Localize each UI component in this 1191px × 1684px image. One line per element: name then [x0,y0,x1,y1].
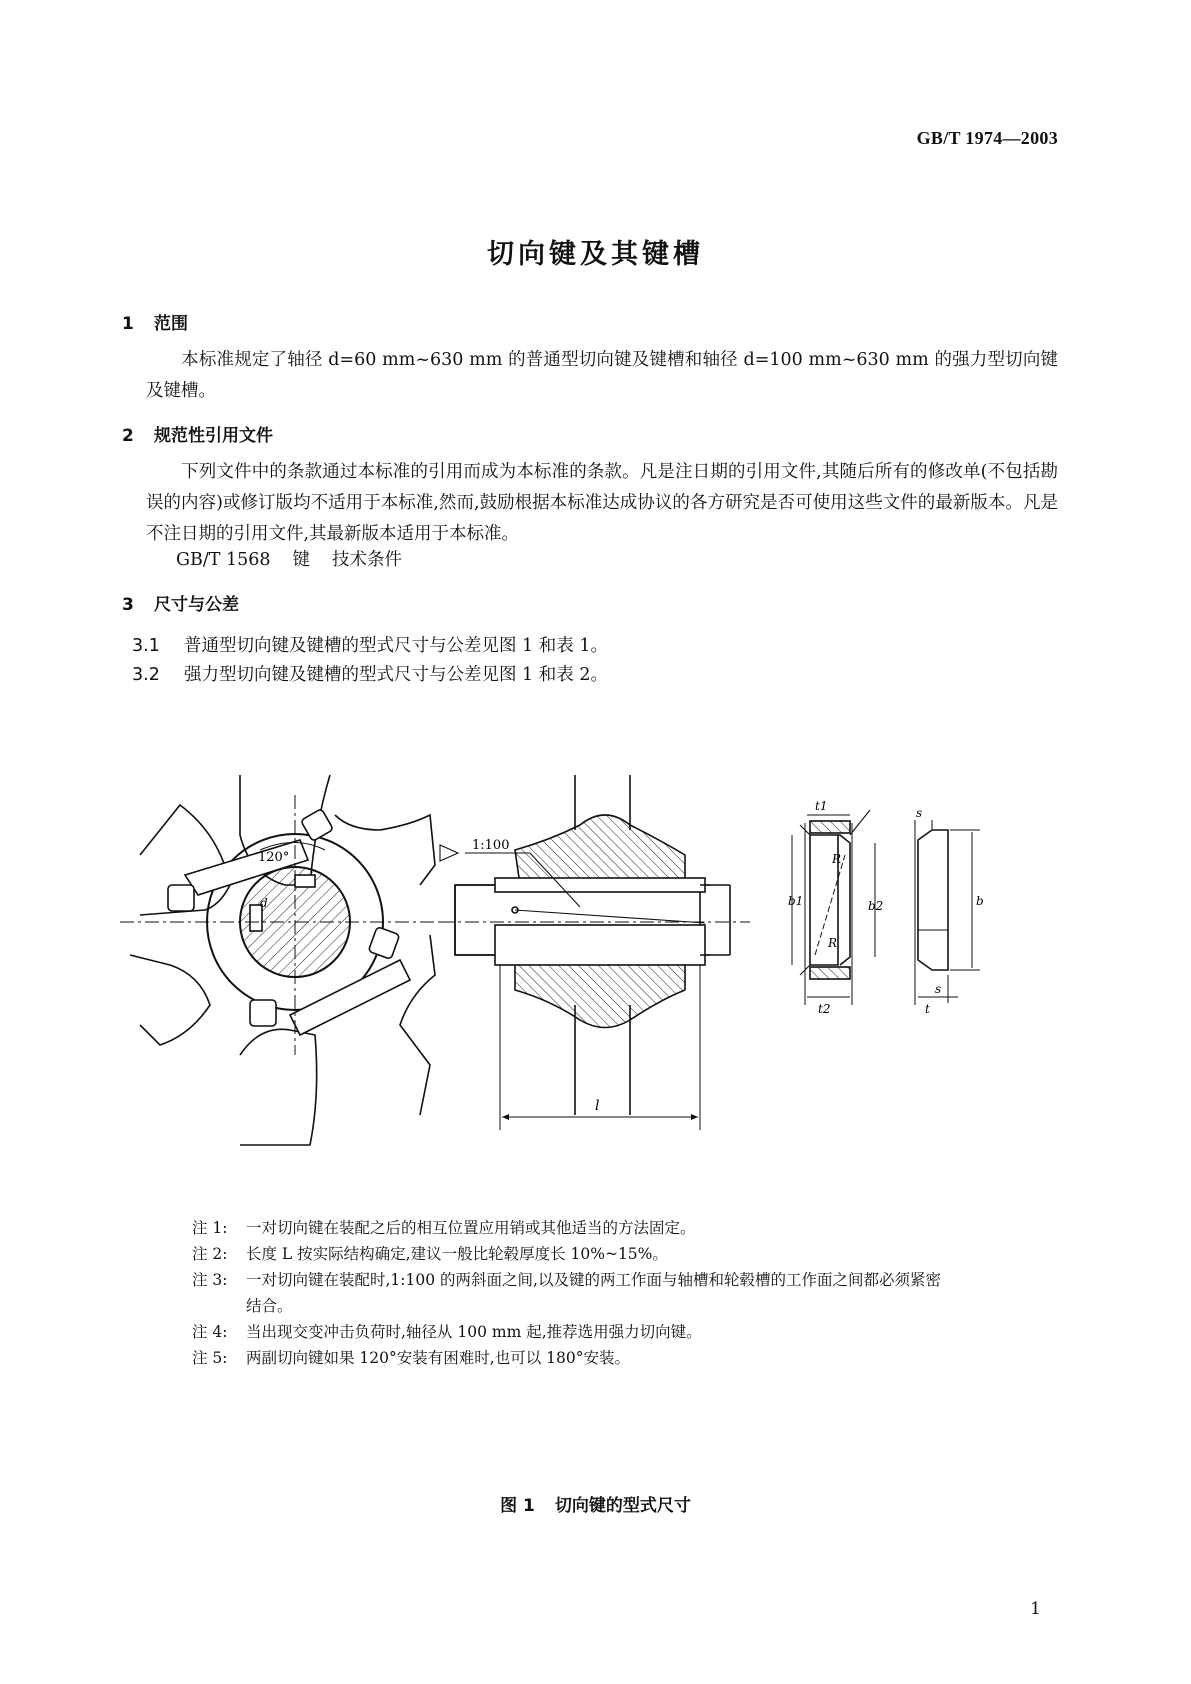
keyway-view [792,810,875,1005]
note-label: 注 2: [192,1245,228,1263]
standard-code: GB/T 1974—2003 [916,128,1058,148]
taper-label: 1:100 [472,838,510,853]
figure-caption [0,1491,1191,1516]
b1-label: b1 [788,894,804,908]
key-profile-view [915,820,980,1005]
clause-3-1 [132,632,608,657]
note-1 [192,1216,1062,1241]
note-label: 注 4: [192,1323,228,1341]
note-5 [192,1346,1062,1371]
hub-arm-bottom [240,1029,317,1145]
hub-arm-left-bottom [130,955,210,1045]
reference-code: GB/T 1568 [176,550,271,570]
section-2-paragraph [146,457,1058,550]
section-1-heading [122,309,188,334]
section-3-number: 3 [122,595,134,615]
s-bottom-label: s [935,982,942,996]
note-label: 注 3: [192,1271,228,1289]
page-number: 1 [1030,1599,1041,1619]
clause-number: 3.2 [132,665,160,685]
reference-key: 键 [292,550,311,570]
section-1-paragraph [146,345,1058,407]
normative-reference [176,546,424,571]
note-text: 一对切向键在装配时,1:100 的两斜面之间,以及键的两工作面与轴槽和轮毂槽的工作面之间都必须紧密 [246,1271,941,1289]
hub-arm-right-top [335,815,435,885]
clause-text: 强力型切向键及键槽的型式尺寸与公差见图 1 和表 2。 [184,665,608,685]
section-2-number: 2 [122,426,134,446]
t-label: t [925,1002,930,1016]
b-label: b [976,894,984,908]
note-text: 当出现交变冲击负荷时,轴径从 100 mm 起,推荐选用强力切向键。 [246,1323,702,1341]
note-text: 结合。 [246,1297,293,1315]
note-text: 两副切向键如果 120°安装有困难时,也可以 180°安装。 [246,1349,630,1367]
note-text: 长度 L 按实际结构确定,建议一般比轮毂厚度长 10%~15%。 [246,1245,668,1263]
t2-label: t2 [818,1002,831,1016]
reference-title: 技术条件 [332,550,403,570]
front-view [120,775,450,1145]
document-title: 切向键及其键槽 [487,239,704,270]
section-3-heading [122,590,239,615]
note-label: 注 1: [192,1219,228,1237]
figure-title: 切向键的型式尺寸 [554,1496,691,1516]
section-2-heading [122,421,273,446]
s-top-label: s [916,806,923,820]
angle-label: 120° [258,850,290,865]
note-4 [192,1320,1062,1345]
radius-top-label: R [832,852,842,866]
t1-label: t1 [815,799,828,813]
section-2-text: 下列文件中的条款通过本标准的引用而成为本标准的条款。凡是注日期的引用文件,其随后所有的修改单(不包括勘误的内容)或修订版均不适用于本标准,然而,鼓励根据本标准达成协议的各方研究是否可使用这些文件的最新版本。凡是不注日期的引用文件,其最新版本适用于本标准。 [146,462,1058,544]
figure-1-drawing [110,735,1070,1175]
note-3 [192,1268,1062,1293]
clause-number: 3.1 [132,636,160,656]
section-3-title: 尺寸与公差 [154,595,239,615]
note-label: 注 5: [192,1349,228,1367]
section-1-text: 本标准规定了轴径 d=60 mm~630 mm 的普通型切向键及键槽和轴径 d=100 mm~630 mm 的强力型切向键及键槽。 [146,350,1058,401]
clause-text: 普通型切向键及键槽的型式尺寸与公差见图 1 和表 1。 [184,636,608,656]
diameter-label: d [260,896,268,910]
side-view [440,775,750,1130]
figure-number: 图 1 [500,1496,535,1516]
section-1-number: 1 [122,314,134,334]
hub-arm-right-bottom [400,935,435,1115]
note-2 [192,1242,1062,1267]
section-2-title: 规范性引用文件 [154,426,273,446]
length-label: l [595,1098,600,1114]
radius-bottom-label: R [828,936,838,950]
note-text: 一对切向键在装配之后的相互位置应用销或其他适当的方法固定。 [246,1219,696,1237]
note-3-continued [192,1294,1062,1319]
clause-3-2 [132,661,608,686]
section-1-title: 范围 [154,314,188,334]
b2-label: b2 [868,899,884,913]
